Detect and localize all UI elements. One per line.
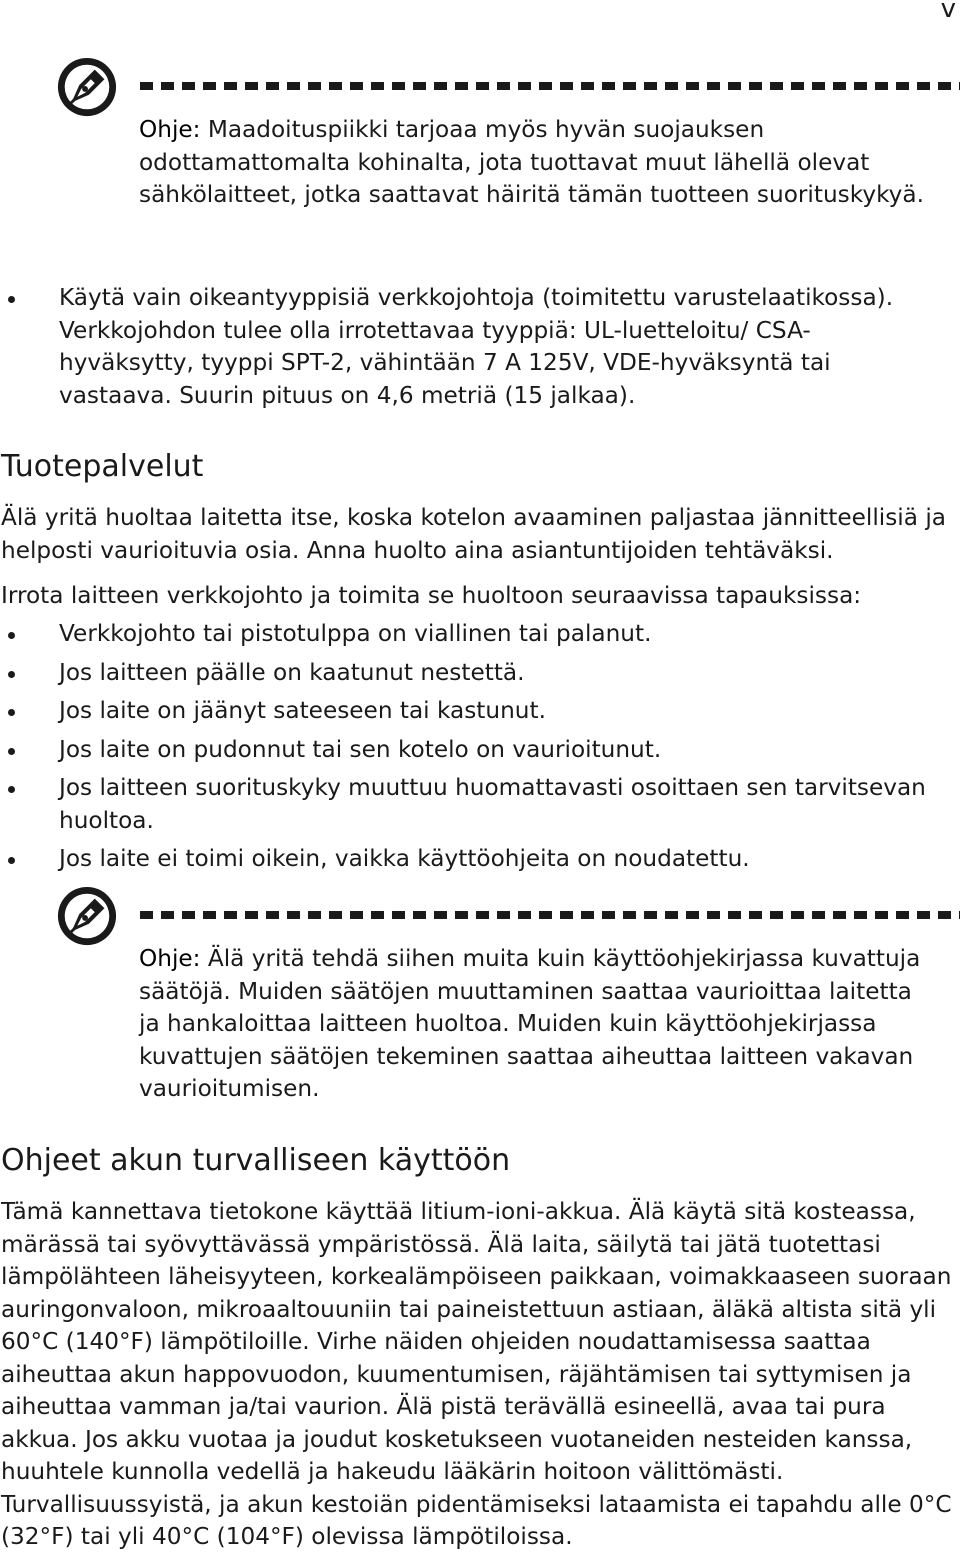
list-item-text: Jos laite on jäänyt sateeseen tai kastunut. [59, 697, 546, 724]
note-separator [140, 911, 960, 919]
list-item [0, 618, 939, 651]
list-item [0, 772, 939, 837]
list-item-text: Jos laitteen suorituskyky muuttuu huomattavasti osoittaen sen tarvitsevan huoltoa. [59, 774, 926, 834]
list-item-text: Jos laite on pudonnut tai sen kotelo on vaurioitunut. [59, 735, 662, 763]
cord-bullet-list [0, 282, 960, 412]
note-pen-icon [56, 56, 118, 118]
list-item-text: Verkkojohto tai pistotulppa on viallinen tai palanut. [59, 620, 652, 647]
list-item [0, 734, 939, 767]
paragraph: Tämä kannettava tietokone käyttää litium-ioni-akkua. Älä käytä sitä kosteassa, märässä tai syövyttävässä ympäristössä. Älä laita, säilytä tai jätä tuotettasi lämpölähteen läheisyyteen, korkealämpöiseen paikkaan, voimakkaaseen suoraan auringonvaloon, mikroaaltouuniin tai paineistettuun astiaan, äläkä altista sitä yli 60°C (140°F) lämpötiloille. Virhe näiden ohjeiden noudattamisessa saattaa aiheuttaa akun happovuodon, kuumentumisen, räjähtämisen tai syttymisen ja aiheuttaa vamman ja/tai vaurion. Älä pistä terävällä esineellä, avaa tai pura akkua. Jos akku vuotaa ja joudut kosketukseen vuotaneiden nesteiden kanssa, huuhtele kunnolla vedellä ja hakeudu lääkärin hoitoon välittömästi. Turvallisuussyistä, ja akun kestoiän pidentämiseksi lataamista ei tapahdu alle 0°C (32°F) tai yli 40°C (104°F) olevissa lämpötiloissa. [1, 1198, 952, 1550]
note-text [139, 943, 939, 1106]
list-item [0, 695, 939, 728]
bullet-icon [8, 748, 15, 755]
list-item-text: Jos laitteen päälle on kaatunut nestettä. [59, 658, 525, 686]
service-bullet-list [0, 618, 960, 876]
paragraph: Irrota laitteen verkkojohto ja toimita se huoltoon seuraavissa tapauksissa: [1, 582, 862, 609]
list-item [0, 843, 939, 876]
list-item [0, 282, 939, 412]
note-label: Ohje: [139, 116, 201, 143]
note-body: Maadoituspiikki tarjoaa myös hyvän suojauksen odottamattomalta kohinalta, jota tuottavat muut lähellä olevat sähkölaitteet, jotka saattavat häiritä tämän tuotteen suorituskykyä. [139, 116, 924, 208]
paragraph: Älä yritä huoltaa laitetta itse, koska kotelon avaaminen paljastaa jännitteellisiä ja helposti vaurioituvia osia. Anna huolto aina asiantuntijoiden tehtäväksi. [1, 504, 946, 564]
bullet-icon [8, 709, 15, 716]
page-number: v [940, 0, 956, 24]
note-label: Ohje: [139, 945, 201, 972]
list-item [0, 657, 939, 690]
section-heading: Ohjeet akun turvalliseen käyttöön [1, 1143, 511, 1178]
note-box [0, 885, 960, 1110]
section-heading: Tuotepalvelut [1, 449, 204, 484]
list-item-text: Jos laite ei toimi oikein, vaikka käyttöohjeita on noudatettu. [59, 845, 750, 872]
note-box [0, 56, 960, 246]
bullet-icon [8, 632, 15, 639]
note-text [139, 114, 939, 212]
bullet-icon [8, 857, 15, 864]
bullet-icon [8, 296, 15, 303]
bullet-icon [8, 786, 15, 793]
note-pen-icon [56, 885, 118, 947]
bullet-icon [8, 671, 15, 678]
note-separator [140, 82, 960, 90]
list-item-text: Käytä vain oikeantyyppisiä verkkojohtoja (toimitettu varustelaatikossa). Verkkojohdon tulee olla irrotettavaa tyyppiä: UL-luetteloitu/ CSA-hyväksytty, tyyppi SPT-2, vähintään 7 A 125V, VDE-hyväksyntä tai vastaava. Suurin pituus on 4,6 metriä (15 jalkaa). [59, 284, 894, 409]
note-body: Älä yritä tehdä siihen muita kuin käyttöohjekirjassa kuvattuja säätöjä. Muiden säätöjen muuttaminen saattaa vaurioittaa laitetta ja hankaloittaa laitteen huoltoa. Muiden kuin käyttöohjekirjassa kuvattujen säätöjen tekeminen saattaa aiheuttaa laitteen vakavan vaurioitumisen. [139, 945, 921, 1102]
